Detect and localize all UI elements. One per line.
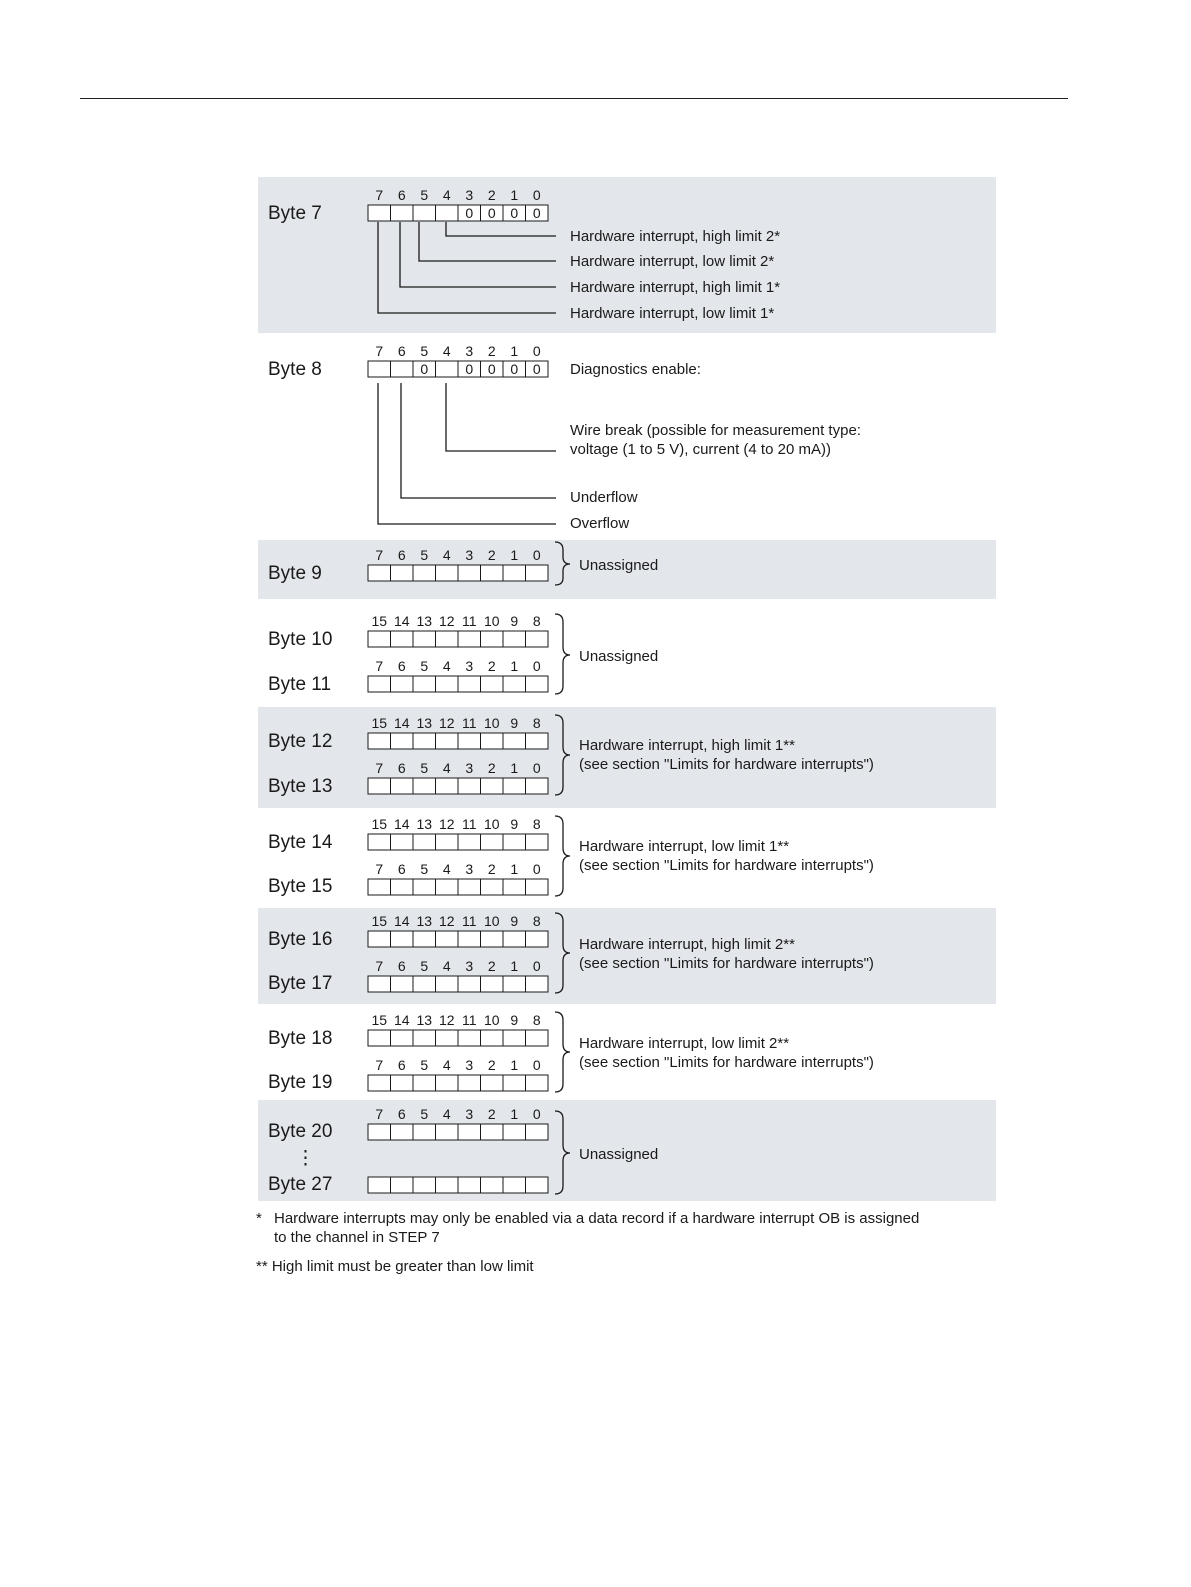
byte8-cell-value-7: 0 (532, 361, 541, 377)
byte8-cell-1 (391, 361, 414, 377)
byte15-cell-2 (413, 879, 436, 895)
byte8-cell-3 (436, 361, 459, 377)
byte7-bit-labels-4: 3 (465, 187, 474, 203)
byte17-bit-cells (368, 976, 548, 992)
byte16-bit-labels-3: 12 (438, 913, 455, 929)
byte11-cell-4 (458, 676, 481, 692)
byte10-bit-labels-2: 13 (416, 613, 433, 629)
byte19-bit-labels-3: 4 (442, 1057, 451, 1073)
byte19-bit-labels-7: 0 (532, 1057, 541, 1073)
byte15-bit-labels-5: 2 (487, 861, 496, 877)
byte7-cell-value-6: 0 (510, 205, 519, 221)
byte20-bit-labels-4: 3 (465, 1106, 474, 1122)
byte16-cell-5 (481, 931, 504, 947)
byte17-cell-3 (436, 976, 459, 992)
byte15-cell-7 (526, 879, 549, 895)
byte13-cell-5 (481, 778, 504, 794)
byte10-bit-labels (371, 613, 540, 629)
byte9-bit-labels-5: 2 (487, 547, 496, 563)
byte20-cell-2 (413, 1124, 436, 1140)
byte18-bit-labels-0: 15 (371, 1012, 388, 1028)
byte10-bit-cells (368, 631, 548, 647)
byte15-cell-6 (503, 879, 526, 895)
byte9-bit-labels-6: 1 (510, 547, 519, 563)
byte16-bit-labels-4: 11 (461, 913, 477, 929)
byte13-bit-labels-3: 4 (442, 760, 451, 776)
byte9-bit-labels-1: 6 (397, 547, 406, 563)
byte7-cell-value-7: 0 (532, 205, 541, 221)
byte-range-ellipsis: ⋮ (296, 1148, 315, 1169)
byte18-cell-5 (481, 1030, 504, 1046)
byte20-cell-5 (481, 1124, 504, 1140)
byte8-cell-value-4: 0 (465, 361, 474, 377)
byte18-cell-1 (391, 1030, 414, 1046)
byte15-bit-labels-4: 3 (465, 861, 474, 877)
byte17-bit-labels-1: 6 (397, 958, 406, 974)
byte12-13-desc-line1: Hardware interrupt, high limit 1** (579, 737, 795, 754)
byte13-bit-labels-5: 2 (487, 760, 496, 776)
byte14-cell-2 (413, 834, 436, 850)
byte20-bit-labels-6: 1 (510, 1106, 519, 1122)
byte18-bit-labels-3: 12 (438, 1012, 455, 1028)
byte10-bit-labels-3: 12 (438, 613, 455, 629)
byte8-bit-labels-3: 4 (442, 343, 451, 359)
byte18-19-desc-line2: (see section "Limits for hardware interrupts") (579, 1054, 874, 1071)
byte13-cell-3 (436, 778, 459, 794)
byte8-bit-labels-2: 5 (420, 343, 429, 359)
byte8-cell-value-2: 0 (420, 361, 429, 377)
byte13-bit-cells (368, 778, 548, 794)
footnote-star-mark: * (256, 1210, 262, 1227)
byte9-cell-2 (413, 565, 436, 581)
byte15-bit-labels-0: 7 (375, 861, 384, 877)
byte11-bit-labels-1: 6 (397, 658, 406, 674)
byte7-bit-labels-5: 2 (487, 187, 496, 203)
byte14-bit-cells (368, 834, 548, 850)
byte8-bit-labels-0: 7 (375, 343, 384, 359)
byte10-cell-1 (391, 631, 414, 647)
byte20-cell-6 (503, 1124, 526, 1140)
byte14-15-desc-line2: (see section "Limits for hardware interrupts") (579, 857, 874, 874)
byte16-bit-labels-1: 14 (393, 913, 410, 929)
footnote-star-line2: to the channel in STEP 7 (274, 1229, 440, 1246)
byte18-cell-7 (526, 1030, 549, 1046)
footnote-star-line1: Hardware interrupts may only be enabled via a data record if a hardware interrupt OB is assigned (274, 1210, 920, 1227)
byte7-cell-0 (368, 205, 391, 221)
byte14-bit-labels-6: 9 (510, 816, 519, 832)
byte17-cell-2 (413, 976, 436, 992)
byte16-bit-labels-7: 8 (532, 913, 541, 929)
byte16-bit-labels-0: 15 (371, 913, 388, 929)
byte8-cell-value-5: 0 (487, 361, 496, 377)
byte7-cell-3 (436, 205, 459, 221)
byte27-cell-1 (391, 1177, 414, 1193)
byte15-cell-5 (481, 879, 504, 895)
byte13-bit-labels-0: 7 (375, 760, 384, 776)
byte16-cell-6 (503, 931, 526, 947)
byte7-item-low-limit-2: Hardware interrupt, low limit 2* (570, 253, 775, 270)
byte7-bit-cells (368, 205, 548, 221)
byte20-27-desc: Unassigned (579, 1146, 659, 1163)
byte18-bit-labels-6: 9 (510, 1012, 519, 1028)
byte27-bit-cells (368, 1177, 548, 1193)
byte18-bit-cells (368, 1030, 548, 1046)
byte20-cell-3 (436, 1124, 459, 1140)
byte17-bit-labels-0: 7 (375, 958, 384, 974)
byte12-cell-3 (436, 733, 459, 749)
byte9-cell-4 (458, 565, 481, 581)
byte10-cell-0 (368, 631, 391, 647)
byte18-19-brace (555, 1012, 570, 1092)
byte11-bit-labels-2: 5 (420, 658, 429, 674)
byte16-bit-cells (368, 931, 548, 947)
byte17-cell-1 (391, 976, 414, 992)
byte19-cell-0 (368, 1075, 391, 1091)
byte17-bit-labels-7: 0 (532, 958, 541, 974)
byte18-19-desc-line1: Hardware interrupt, low limit 2** (579, 1035, 790, 1052)
byte19-label: Byte 19 (268, 1072, 333, 1093)
byte27-cell-6 (503, 1177, 526, 1193)
byte12-bit-labels-1: 14 (393, 715, 410, 731)
byte15-label: Byte 15 (268, 876, 333, 897)
byte27-cell-5 (481, 1177, 504, 1193)
byte11-bit-labels-7: 0 (532, 658, 541, 674)
byte18-bit-labels-2: 13 (416, 1012, 433, 1028)
byte15-bit-labels-6: 1 (510, 861, 519, 877)
byte12-cell-5 (481, 733, 504, 749)
byte17-label: Byte 17 (268, 973, 333, 994)
byte14-bit-labels-1: 14 (393, 816, 410, 832)
byte19-cell-7 (526, 1075, 549, 1091)
byte7-cell-2 (413, 205, 436, 221)
byte27-cell-2 (413, 1177, 436, 1193)
byte17-cell-6 (503, 976, 526, 992)
byte7-item-low-limit-1: Hardware interrupt, low limit 1* (570, 305, 775, 322)
byte14-cell-0 (368, 834, 391, 850)
byte7-bit-labels-7: 0 (532, 187, 541, 203)
byte8-bit-labels (375, 343, 541, 359)
byte12-cell-0 (368, 733, 391, 749)
byte19-bit-labels-0: 7 (375, 1057, 384, 1073)
byte16-cell-1 (391, 931, 414, 947)
byte12-cell-7 (526, 733, 549, 749)
byte11-bit-labels-5: 2 (487, 658, 496, 674)
byte7-bit-labels-1: 6 (397, 187, 406, 203)
byte16-bit-labels-2: 13 (416, 913, 433, 929)
byte20-bit-labels-5: 2 (487, 1106, 496, 1122)
byte15-bit-labels (375, 861, 541, 877)
byte9-bit-labels-4: 3 (465, 547, 474, 563)
byte17-bit-labels-5: 2 (487, 958, 496, 974)
byte14-15-brace (555, 816, 570, 896)
byte11-cell-1 (391, 676, 414, 692)
byte27-cell-4 (458, 1177, 481, 1193)
byte10-bit-labels-0: 15 (371, 613, 388, 629)
byte11-cell-6 (503, 676, 526, 692)
byte14-label: Byte 14 (268, 832, 333, 853)
byte12-bit-labels-4: 11 (461, 715, 477, 731)
byte11-cell-7 (526, 676, 549, 692)
byte9-bit-labels-0: 7 (375, 547, 384, 563)
byte9-cell-3 (436, 565, 459, 581)
byte19-cell-2 (413, 1075, 436, 1091)
byte11-cell-0 (368, 676, 391, 692)
footnote-double-star: ** High limit must be greater than low limit (256, 1258, 534, 1275)
byte11-label: Byte 11 (268, 674, 332, 695)
byte8-diagnostics-heading: Diagnostics enable: (570, 361, 701, 378)
byte8-cell-value-6: 0 (510, 361, 519, 377)
byte8-bit-labels-6: 1 (510, 343, 519, 359)
byte7-bit-labels-2: 5 (420, 187, 429, 203)
byte8-label: Byte 8 (268, 359, 322, 380)
byte18-bit-labels-1: 14 (393, 1012, 410, 1028)
byte14-bit-labels-3: 12 (438, 816, 455, 832)
byte17-cell-7 (526, 976, 549, 992)
byte27-cell-7 (526, 1177, 549, 1193)
byte15-bit-cells (368, 879, 548, 895)
byte9-cell-5 (481, 565, 504, 581)
byte20-bit-labels-7: 0 (532, 1106, 541, 1122)
byte13-cell-1 (391, 778, 414, 794)
byte14-15-desc-line1: Hardware interrupt, low limit 1** (579, 838, 790, 855)
byte17-cell-0 (368, 976, 391, 992)
byte12-cell-2 (413, 733, 436, 749)
byte7-cell-1 (391, 205, 414, 221)
byte12-cell-4 (458, 733, 481, 749)
byte9-label: Byte 9 (268, 563, 322, 584)
byte14-cell-1 (391, 834, 414, 850)
byte18-bit-labels-7: 8 (532, 1012, 541, 1028)
byte18-bit-labels (371, 1012, 540, 1028)
byte8-wire-break-line1: Wire break (possible for measurement type: (570, 422, 861, 439)
byte14-bit-labels-7: 8 (532, 816, 541, 832)
byte12-bit-labels-5: 10 (483, 715, 500, 731)
byte9-desc: Unassigned (579, 557, 659, 574)
byte16-bit-labels-6: 9 (510, 913, 519, 929)
byte19-bit-labels-5: 2 (487, 1057, 496, 1073)
byte9-cell-7 (526, 565, 549, 581)
byte7-bit-labels-3: 4 (442, 187, 451, 203)
byte12-bit-cells (368, 733, 548, 749)
byte7-label: Byte 7 (268, 203, 322, 224)
byte18-cell-3 (436, 1030, 459, 1046)
byte8-underflow: Underflow (570, 489, 638, 506)
byte17-bit-labels-3: 4 (442, 958, 451, 974)
byte20-bit-cells (368, 1124, 548, 1140)
byte11-bit-cells (368, 676, 548, 692)
byte20-bit-labels-0: 7 (375, 1106, 384, 1122)
byte9-bit-labels-2: 5 (420, 547, 429, 563)
byte11-bit-labels-3: 4 (442, 658, 451, 674)
byte19-cell-5 (481, 1075, 504, 1091)
byte14-cell-5 (481, 834, 504, 850)
byte14-cell-4 (458, 834, 481, 850)
byte27-cell-3 (436, 1177, 459, 1193)
byte11-bit-labels-0: 7 (375, 658, 384, 674)
byte13-bit-labels-4: 3 (465, 760, 474, 776)
byte27-label: Byte 27 (268, 1174, 333, 1195)
byte15-bit-labels-7: 0 (532, 861, 541, 877)
byte12-cell-6 (503, 733, 526, 749)
byte11-bit-labels-4: 3 (465, 658, 474, 674)
byte8-cell-0 (368, 361, 391, 377)
byte8-leader-lines (378, 383, 556, 524)
byte16-17-desc-line2: (see section "Limits for hardware interrupts") (579, 955, 874, 972)
byte19-bit-labels-6: 1 (510, 1057, 519, 1073)
byte11-cell-2 (413, 676, 436, 692)
byte8-overflow: Overflow (570, 515, 630, 532)
byte7-item-high-limit-1: Hardware interrupt, high limit 1* (570, 279, 781, 296)
byte15-cell-4 (458, 879, 481, 895)
byte10-bit-labels-1: 14 (393, 613, 410, 629)
byte14-cell-7 (526, 834, 549, 850)
byte14-bit-labels-2: 13 (416, 816, 433, 832)
byte9-cell-6 (503, 565, 526, 581)
byte12-13-desc-line2: (see section "Limits for hardware interrupts") (579, 756, 874, 773)
byte17-bit-labels-2: 5 (420, 958, 429, 974)
byte9-bit-labels-7: 0 (532, 547, 541, 563)
byte20-cell-7 (526, 1124, 549, 1140)
byte27-cell-0 (368, 1177, 391, 1193)
byte14-bit-labels (371, 816, 540, 832)
byte7-cell-value-5: 0 (487, 205, 496, 221)
byte11-cell-3 (436, 676, 459, 692)
byte20-cell-0 (368, 1124, 391, 1140)
byte11-cell-5 (481, 676, 504, 692)
byte16-cell-0 (368, 931, 391, 947)
byte20-cell-4 (458, 1124, 481, 1140)
byte20-bit-labels-3: 4 (442, 1106, 451, 1122)
byte7-cell-value-4: 0 (465, 205, 474, 221)
byte10-cell-6 (503, 631, 526, 647)
byte10-bit-labels-5: 10 (483, 613, 500, 629)
byte12-bit-labels-3: 12 (438, 715, 455, 731)
byte8-bit-cells (368, 361, 548, 377)
byte20-bit-labels-2: 5 (420, 1106, 429, 1122)
byte10-cell-7 (526, 631, 549, 647)
byte16-cell-7 (526, 931, 549, 947)
byte10-11-brace (555, 614, 570, 694)
byte16-17-desc-line1: Hardware interrupt, high limit 2** (579, 936, 795, 953)
byte11-bit-labels (375, 658, 541, 674)
byte14-bit-labels-0: 15 (371, 816, 388, 832)
byte15-cell-3 (436, 879, 459, 895)
byte19-bit-labels-1: 6 (397, 1057, 406, 1073)
byte7-bit-labels-6: 1 (510, 187, 519, 203)
byte18-label: Byte 18 (268, 1028, 333, 1049)
byte16-cell-2 (413, 931, 436, 947)
byte10-bit-labels-4: 11 (461, 613, 477, 629)
byte8-bit-labels-4: 3 (465, 343, 474, 359)
byte10-cell-3 (436, 631, 459, 647)
byte8-wire-break-line2: voltage (1 to 5 V), current (4 to 20 mA)) (570, 441, 831, 458)
byte15-cell-0 (368, 879, 391, 895)
byte18-cell-6 (503, 1030, 526, 1046)
byte13-label: Byte 13 (268, 776, 333, 797)
byte10-11-desc: Unassigned (579, 648, 659, 665)
byte12-bit-labels-7: 8 (532, 715, 541, 731)
byte8-bit-labels-1: 6 (397, 343, 406, 359)
byte19-cell-6 (503, 1075, 526, 1091)
byte13-cell-2 (413, 778, 436, 794)
byte8-bit-labels-5: 2 (487, 343, 496, 359)
byte16-cell-3 (436, 931, 459, 947)
byte12-bit-labels-2: 13 (416, 715, 433, 731)
byte14-cell-3 (436, 834, 459, 850)
byte18-bit-labels-4: 11 (461, 1012, 477, 1028)
byte12-bit-labels-6: 9 (510, 715, 519, 731)
byte18-cell-0 (368, 1030, 391, 1046)
byte18-bit-labels-5: 10 (483, 1012, 500, 1028)
byte16-cell-4 (458, 931, 481, 947)
byte14-bit-labels-5: 10 (483, 816, 500, 832)
byte17-cell-4 (458, 976, 481, 992)
byte14-cell-6 (503, 834, 526, 850)
byte13-bit-labels-1: 6 (397, 760, 406, 776)
byte20-label: Byte 20 (268, 1121, 333, 1142)
byte7-bit-labels-0: 7 (375, 187, 384, 203)
byte12-bit-labels-0: 15 (371, 715, 388, 731)
byte13-bit-labels-6: 1 (510, 760, 519, 776)
byte19-bit-labels (375, 1057, 541, 1073)
byte17-bit-labels-6: 1 (510, 958, 519, 974)
byte12-cell-1 (391, 733, 414, 749)
byte15-bit-labels-1: 6 (397, 861, 406, 877)
byte19-bit-labels-4: 3 (465, 1057, 474, 1073)
byte16-bit-labels-5: 10 (483, 913, 500, 929)
byte13-bit-labels-2: 5 (420, 760, 429, 776)
byte17-bit-labels-4: 3 (465, 958, 474, 974)
byte15-bit-labels-3: 4 (442, 861, 451, 877)
byte13-cell-6 (503, 778, 526, 794)
byte12-label: Byte 12 (268, 731, 333, 752)
byte15-cell-1 (391, 879, 414, 895)
byte13-cell-7 (526, 778, 549, 794)
byte13-bit-labels-7: 0 (532, 760, 541, 776)
byte18-cell-4 (458, 1030, 481, 1046)
byte15-bit-labels-2: 5 (420, 861, 429, 877)
byte17-cell-5 (481, 976, 504, 992)
byte19-bit-cells (368, 1075, 548, 1091)
byte10-bit-labels-6: 9 (510, 613, 519, 629)
byte9-cell-0 (368, 565, 391, 581)
byte10-cell-4 (458, 631, 481, 647)
byte19-cell-4 (458, 1075, 481, 1091)
byte11-bit-labels-6: 1 (510, 658, 519, 674)
byte7-item-high-limit-2: Hardware interrupt, high limit 2* (570, 228, 781, 245)
byte19-cell-3 (436, 1075, 459, 1091)
byte19-cell-1 (391, 1075, 414, 1091)
byte14-bit-labels-4: 11 (461, 816, 477, 832)
byte10-bit-labels-7: 8 (532, 613, 541, 629)
byte16-label: Byte 16 (268, 929, 333, 950)
byte19-bit-labels-2: 5 (420, 1057, 429, 1073)
byte9-bit-cells (368, 565, 548, 581)
byte18-cell-2 (413, 1030, 436, 1046)
byte20-cell-1 (391, 1124, 414, 1140)
byte20-bit-labels-1: 6 (397, 1106, 406, 1122)
byte13-cell-4 (458, 778, 481, 794)
byte9-bit-labels-3: 4 (442, 547, 451, 563)
byte13-cell-0 (368, 778, 391, 794)
byte10-cell-2 (413, 631, 436, 647)
byte10-label: Byte 10 (268, 629, 333, 650)
byte9-cell-1 (391, 565, 414, 581)
byte10-cell-5 (481, 631, 504, 647)
byte8-bit-labels-7: 0 (532, 343, 541, 359)
